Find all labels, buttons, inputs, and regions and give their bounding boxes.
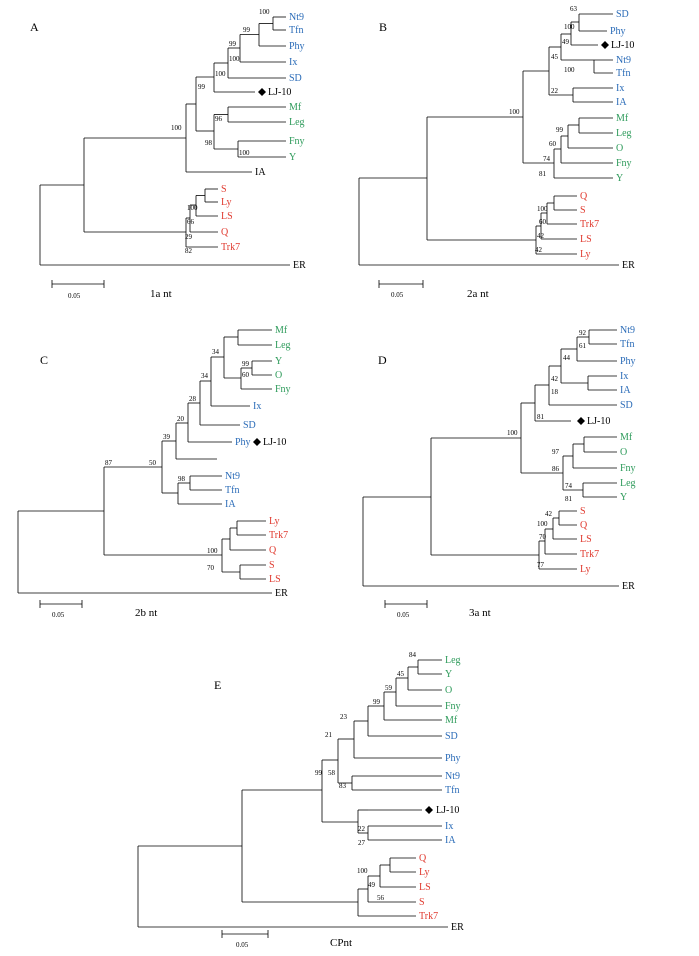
bootstrap-value: 100 — [171, 124, 182, 132]
scale-bar-d — [385, 600, 427, 619]
bootstrap-value: 45 — [551, 53, 558, 61]
tip-label: Mf — [445, 715, 458, 726]
panel-b-caption: 2a nt — [467, 288, 489, 300]
tip-label: ER — [275, 588, 288, 599]
bootstrap-value: 100 — [537, 520, 548, 528]
tip-label: Mf — [620, 432, 633, 443]
tip-label: Tfn — [445, 785, 460, 796]
bootstrap-value: 100 — [259, 8, 270, 16]
bootstrap-value: 42 — [545, 510, 552, 518]
panel-b — [349, 0, 699, 310]
lj10-marker-c — [253, 438, 261, 446]
scale-label: 0.05 — [236, 941, 249, 949]
bootstrap-value: 22 — [551, 87, 558, 95]
scale-label: 0.05 — [397, 611, 410, 619]
tip-label: Q — [269, 545, 277, 556]
panel-c-caption: 2b nt — [135, 607, 158, 619]
bootstrap-value: 61 — [579, 342, 586, 350]
tip-label: Mf — [275, 325, 288, 336]
lj10-marker-a — [258, 88, 266, 96]
bootstrap-value: 63 — [570, 5, 577, 13]
bootstrap-value: 42 — [535, 246, 542, 254]
panel-b-letter: B — [379, 20, 388, 34]
panel-a — [0, 0, 350, 310]
tip-label: Trk7 — [419, 911, 439, 922]
bootstrap-value: 100 — [207, 547, 218, 555]
tip-label: Y — [289, 152, 297, 163]
tip-label: Tfn — [616, 68, 631, 79]
bootstrap-value: 42 — [551, 375, 558, 383]
bootstrap-value: 99 — [229, 40, 236, 48]
bootstrap-value: 27 — [358, 839, 365, 847]
lj10-marker-e — [425, 806, 433, 814]
bootstrap-value: 98 — [178, 475, 185, 483]
tip-label: Mf — [616, 113, 629, 124]
panel-d — [349, 313, 699, 623]
tip-label: IA — [445, 835, 456, 846]
tip-label: LS — [580, 534, 592, 545]
bootstrap-value: 42 — [537, 232, 544, 240]
tip-label: LJ-10 — [268, 87, 292, 98]
tip-label: Q — [221, 227, 229, 238]
bootstrap-value: 97 — [552, 448, 559, 456]
bootstrap-value: 92 — [579, 329, 586, 337]
bootstrap-value: 59 — [385, 684, 392, 692]
tip-label: Nt9 — [616, 55, 631, 66]
bootstrap-value: 81 — [537, 413, 544, 421]
bootstrap-value: 20 — [177, 415, 184, 423]
tip-label: Y — [445, 669, 453, 680]
tip-label: Fny — [620, 463, 636, 474]
tip-label: Ix — [253, 401, 262, 412]
bootstrap-value: 100 — [187, 204, 198, 212]
bootstrap-value: 60 — [549, 140, 556, 148]
tip-label: Q — [580, 520, 588, 531]
bootstrap-value: 66 — [187, 218, 194, 226]
tip-label: IA — [620, 385, 631, 396]
bootstrap-value: 74 — [543, 155, 550, 163]
tip-label: Tfn — [289, 25, 304, 36]
tip-label: Fny — [289, 136, 305, 147]
tip-label: Trk7 — [580, 549, 600, 560]
bootstrap-value: 58 — [328, 769, 335, 777]
bootstrap-value: 81 — [565, 495, 572, 503]
bootstrap-value: 21 — [325, 731, 332, 739]
scale-bar-c — [40, 600, 82, 619]
tip-label: Fny — [616, 158, 632, 169]
tip-label: SD — [445, 731, 458, 742]
tip-label: Q — [580, 191, 588, 202]
tip-label: Leg — [620, 478, 636, 489]
tip-label: Y — [616, 173, 624, 184]
tip-label: Nt9 — [289, 12, 304, 23]
tip-label: Q — [419, 853, 427, 864]
lj10-marker-b — [601, 41, 609, 49]
bootstrap-value: 74 — [565, 482, 572, 490]
tip-label: Trk7 — [580, 219, 600, 230]
tip-label: SD — [243, 420, 256, 431]
tip-label: ER — [451, 922, 464, 933]
scale-label: 0.05 — [52, 611, 65, 619]
tip-label: ER — [293, 260, 306, 271]
bootstrap-value: 100 — [509, 108, 520, 116]
tip-label: Fny — [275, 384, 291, 395]
tip-label: Ix — [445, 821, 454, 832]
tip-label: Ly — [269, 516, 280, 527]
panel-a-letter: A — [30, 20, 39, 34]
tip-label: Ly — [221, 197, 232, 208]
bootstrap-value: 100 — [239, 149, 250, 157]
lj10-marker-d — [577, 417, 585, 425]
tip-label: Ly — [580, 564, 591, 575]
bootstrap-value: 60 — [539, 218, 546, 226]
tip-label: Nt9 — [225, 471, 240, 482]
bootstrap-value: 28 — [189, 395, 196, 403]
scale-label: 0.05 — [391, 291, 404, 299]
tip-label: Trk7 — [269, 530, 289, 541]
tip-label: S — [221, 184, 227, 195]
tip-label: O — [616, 143, 624, 154]
tip-label: Phy — [445, 753, 461, 764]
panel-a-caption: 1a nt — [150, 288, 172, 300]
tip-label: LS — [580, 234, 592, 245]
bootstrap-value: 49 — [368, 881, 375, 889]
tip-label: Leg — [616, 128, 632, 139]
tip-label: Ly — [419, 867, 430, 878]
bootstrap-value: 99 — [556, 126, 563, 134]
bootstrap-value: 49 — [562, 38, 569, 46]
tip-label: S — [580, 506, 586, 517]
bootstrap-value: 81 — [539, 170, 546, 178]
bootstrap-value: 98 — [205, 139, 212, 147]
bootstrap-value: 56 — [377, 894, 384, 902]
bootstrap-value: 70 — [207, 564, 214, 572]
tip-label: O — [620, 447, 628, 458]
tip-label: SD — [289, 73, 302, 84]
bootstrap-value: 18 — [551, 388, 558, 396]
bootstrap-value: 77 — [537, 561, 544, 569]
scale-label: 0.05 — [68, 292, 81, 300]
bootstrap-value: 87 — [105, 459, 112, 467]
panel-e-letter: E — [214, 678, 222, 692]
scale-bar-a — [52, 280, 104, 300]
tip-label: Leg — [289, 117, 305, 128]
tip-label: LJ-10 — [587, 416, 611, 427]
scale-bar-b — [379, 280, 423, 299]
tip-label: LJ-10 — [611, 40, 635, 51]
tip-label: LS — [419, 882, 431, 893]
bootstrap-value: 96 — [215, 115, 222, 123]
tip-label: Leg — [275, 340, 291, 351]
bootstrap-value: 22 — [358, 825, 365, 833]
tip-label: IA — [616, 97, 627, 108]
bootstrap-value: 44 — [563, 354, 570, 362]
tip-label: Fny — [445, 701, 461, 712]
bootstrap-value: 70 — [539, 533, 546, 541]
bootstrap-value: 83 — [339, 782, 346, 790]
tip-label: Trk7 — [221, 242, 241, 253]
scale-bar-e — [222, 930, 268, 949]
panel-d-letter: D — [378, 353, 387, 367]
tip-label: Ix — [616, 83, 625, 94]
panel-e-caption: CPnt — [330, 937, 353, 949]
bootstrap-value: 39 — [163, 433, 170, 441]
bootstrap-value: 60 — [242, 371, 249, 379]
tip-label: Nt9 — [620, 325, 635, 336]
tip-label: Mf — [289, 102, 302, 113]
tip-label: Ly — [580, 249, 591, 260]
tip-label: Y — [275, 356, 283, 367]
bootstrap-value: 99 — [243, 26, 250, 34]
bootstrap-value: 99 — [242, 360, 249, 368]
tip-label: ER — [622, 260, 635, 271]
tip-label: ER — [622, 581, 635, 592]
bootstrap-value: 23 — [340, 713, 347, 721]
bootstrap-value: 34 — [212, 348, 219, 356]
bootstrap-value: 99 — [315, 769, 322, 777]
panel-c — [0, 313, 350, 623]
tip-label: Y — [620, 492, 628, 503]
bootstrap-value: 100 — [357, 867, 368, 875]
tip-label: S — [580, 205, 586, 216]
bootstrap-value: 99 — [373, 698, 380, 706]
tip-label: IA — [255, 167, 266, 178]
bootstrap-value: 82 — [185, 247, 192, 255]
tip-label: Phy — [620, 356, 636, 367]
tip-label: Nt9 — [445, 771, 460, 782]
tip-label: SD — [616, 9, 629, 20]
bootstrap-value: 100 — [564, 66, 575, 74]
bootstrap-value: 86 — [552, 465, 559, 473]
tip-label: Tfn — [225, 485, 240, 496]
bootstrap-value: 100 — [229, 55, 240, 63]
tip-label: Phy — [289, 41, 305, 52]
bootstrap-value: 99 — [198, 83, 205, 91]
tip-label: Ix — [289, 57, 298, 68]
tip-label: Tfn — [620, 339, 635, 350]
tip-label: O — [445, 685, 453, 696]
bootstrap-value: 84 — [409, 651, 416, 659]
tip-label: IA — [225, 499, 236, 510]
tip-label: O — [275, 370, 283, 381]
bootstrap-value: 50 — [149, 459, 156, 467]
tip-label: LS — [221, 211, 233, 222]
bootstrap-value: 45 — [397, 670, 404, 678]
tip-label: LJ-10 — [436, 805, 460, 816]
panel-e — [100, 640, 600, 956]
tip-label: LS — [269, 574, 281, 585]
tip-label: Ix — [620, 371, 629, 382]
bootstrap-value: 100 — [215, 70, 226, 78]
tip-label: Leg — [445, 655, 461, 666]
tip-label: LJ-10 — [263, 437, 287, 448]
panel-d-caption: 3a nt — [469, 607, 491, 619]
bootstrap-value: 34 — [201, 372, 208, 380]
tip-label: S — [419, 897, 425, 908]
tip-label: Phy — [610, 26, 626, 37]
bootstrap-value: 100 — [507, 429, 518, 437]
tip-label: S — [269, 560, 275, 571]
tip-label: Phy — [235, 437, 251, 448]
bootstrap-value: 29 — [185, 233, 192, 241]
panel-c-letter: C — [40, 353, 49, 367]
tip-label: SD — [620, 400, 633, 411]
bootstrap-value: 100 — [537, 205, 548, 213]
bootstrap-value: 100 — [564, 23, 575, 31]
